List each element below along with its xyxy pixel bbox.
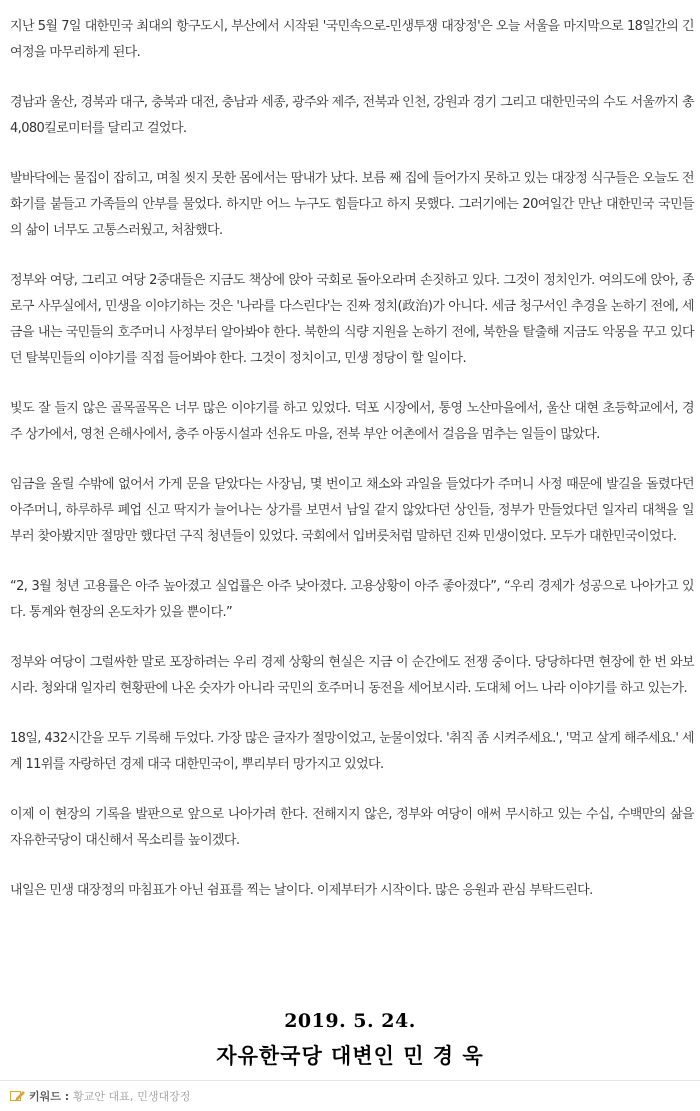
keyword-separator: , <box>129 1089 134 1103</box>
paragraph-1: 지난 5월 7일 대한민국 최대의 항구도시, 부산에서 시작된 '국민속으로-민생투쟁 대장정'은 오늘 서울을 마지막으로 18일간의 긴 여정을 마무리하게 된다. <box>10 19 694 60</box>
paragraph-6: 임금을 올릴 수밖에 없어서 가게 문을 닫았다는 사장님, 몇 번이고 채소와 과일을 들었다가 주머니 사정 때문에 발길을 돌렸다던 아주머니, 하루하루 폐업 신고 딱지가 늘어나는 상가를 보면서 남일 같지 않았다던 상인들, 정부가 만들었다던 일자리 대책을 일부러 찾아봤지만 절망만 했다던 구직 청년들이 있었다. 국회에서 입버릇처럼 말하던 진짜 민생이었다. 모두가 대한민국이었다. <box>10 477 694 544</box>
paragraph-4: 정부와 여당, 그리고 여당 2중대들은 지금도 책상에 앉아 국회로 돌아오라며 손짓하고 있다. 그것이 정치인가. 여의도에 앉아, 종로구 사무실에서, 민생을 이야기하는 것은 '나라를 다스린다'는 진짜 정치(政治)가 아니다. 세금 청구서인 추경을 논하기 전에, 세금을 내는 국민들의 호주머니 사정부터 알아봐야 한다. 북한의 식량 지원을 논하기 전에, 북한을 탈출해 지금도 악몽을 꾸고 있다던 탈북민들의 이야기를 직접 들어봐야 한다. 그것이 정치이고, 민생 정당이 할 일이다. <box>10 273 694 366</box>
keyword-label: 키워드 : <box>29 1090 70 1103</box>
paragraph-11: 내일은 민생 대장정의 마침표가 아닌 쉼표를 찍는 날이다. 이제부터가 시작이다. 많은 응원과 관심 부탁드린다. <box>10 883 593 898</box>
paragraph-8: 정부와 여당이 그럴싸한 말로 포장하려는 우리 경제 상황의 현실은 지금 이 순간에도 전쟁 중이다. 당당하다면 현장에 한 번 와보시라. 청와대 일자리 현황판에 나온 숫자가 아니라 국민의 호주머니 동전을 세어보시라. 도대체 어느 나라 이야기를 하고 있는가. <box>10 655 694 696</box>
release-date: 2019. 5. 24. <box>284 1010 416 1032</box>
paragraph-2: 경남과 울산, 경북과 대구, 충북과 대전, 충남과 세종, 광주와 제주, 전북과 인천, 강원과 경기 그리고 대한민국의 수도 서울까지 총 4,080킬로미터를 달리고 걸었다. <box>10 95 694 136</box>
paragraph-3: 발바닥에는 물집이 잡히고, 며칠 씻지 못한 몸에서는 땀내가 났다. 보름 째 집에 들어가지 못하고 있는 대장정 식구들은 오늘도 전화기를 붙들고 가족들의 안부를 물었다. 하지만 어느 누구도 힘들다고 하지 못했다. 그러기에는 20여일간 만난 대한민국 국민들의 삶이 너무도 고통스러웠고, 처참했다. <box>10 171 694 238</box>
keyword-bar <box>0 1080 700 1111</box>
keyword-link-2[interactable]: 민생대장정 <box>137 1090 191 1103</box>
keyword-link-1[interactable]: 황교안 대표 <box>73 1090 130 1103</box>
pencil-icon <box>10 1089 26 1103</box>
paragraph-10: 이제 이 현장의 기록을 발판으로 앞으로 나아가려 한다. 전해지지 않은, 정부와 여당이 애써 무시하고 있는 수십, 수백만의 삶을 자유한국당이 대신해서 목소리를 높이겠다. <box>10 807 694 848</box>
paragraph-7: “2, 3월 청년 고용률은 아주 높아졌고 실업률은 아주 낮아졌다. 고용상황이 아주 좋아졌다”, “우리 경제가 성공으로 나아가고 있다. 통계와 현장의 온도차가 있을 뿐이다.” <box>10 579 694 620</box>
paragraph-9: 18일, 432시간을 모두 기록해 두었다. 가장 많은 글자가 절망이었고, 눈물이었다. '취직 좀 시켜주세요.', '먹고 살게 해주세요.' 세계 11위를 자랑하던 경제 대국 대한민국이, 뿌리부터 망가지고 있었다. <box>10 731 694 772</box>
spokesperson-signature: 자유한국당 대변인 민 경 욱 <box>216 1044 484 1068</box>
press-release-body <box>10 14 694 928</box>
paragraph-5: 빛도 잘 들지 않은 골목골목은 너무 많은 이야기를 하고 있었다. 덕포 시장에서, 통영 노산마을에서, 울산 대현 초등학교에서, 경주 상가에서, 영천 은해사에서, 충주 아동시설과 선유도 마을, 전북 부안 어촌에서 걸음을 멈추는 일들이 많았다. <box>10 401 694 442</box>
